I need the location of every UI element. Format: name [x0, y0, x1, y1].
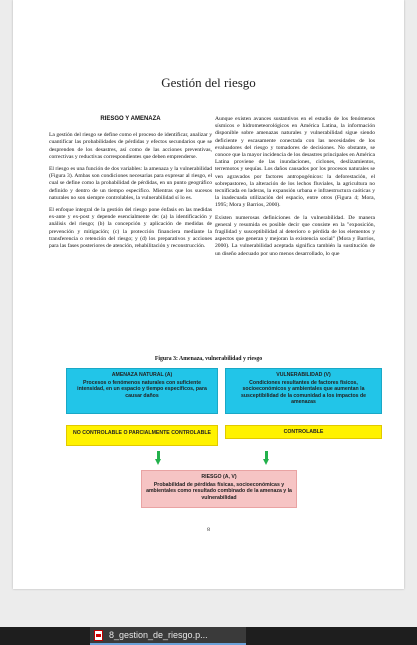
paragraph: Aunque existen avances sustantivos en el estudio de los fenómenos sísmicos e hidrometeorológicos en América Latina, la información disponible sobre amenazas naturales y vulnerabilidad sigue siendo deficiente y escasamente conectada con las necesidades de los evaluadores del riesgo y tomadores de decisiones. No obstante, se conoce que la mayor incidencia de los desastres principales en América Latina proviene de las inundaciones, ciclones, deslizamientos, terremotos y sequías. Los daños causados por los procesos naturales se ven agravados por factores antropogénicos: la deforestación, el sobrepastoreo, la alteración de los lechos fluviales, la agricultura no tecnificada en laderas, la expansión urbana e infraestructura caóticas y la inadecuada utilización del espacio, entre otros (Figura 4; Mora, 1995; Mora y Barrios, 2000). [215, 116, 375, 209]
page-number: 8 [207, 527, 210, 533]
taskbar-item-pdf[interactable] [90, 627, 246, 645]
paragraph: Existen numerosas definiciones de la vulnerabilidad. De manera general y resumida es posible decir que consiste en la "exposición, fragilidad y susceptibilidad al deterioro o pérdida de los elementos y aspectos que generan y mejoran la existencia social" (Mora y Barrios, 2000). La vulnerabilidad aceptada significa también la sustitución de un diseño adecuado por uno menos desarrollado, lo que [215, 214, 375, 257]
paragraph: El riesgo es una función de dos variables: la amenaza y la vulnerabilidad (Figura 3). Ambas son condiciones necesarias para expresar al riesgo, el cual se define como la probabilidad de pérdidas, en un punto geográfico definido y dentro de un tiempo específico. Mientras que los sucesos naturales no son siempre controlables, la vulnerabilidad sí lo es. [49, 166, 212, 201]
amenaza-description: Procesos o fenómenos naturales con suficiente intensidad, en un espacio y tiempo específicos, para causar daños [77, 379, 207, 399]
down-arrow-icon [155, 451, 162, 465]
riesgo-description: Probabilidad de pérdidas físicas, socioeconómicas y ambientales como resultado combinado de la amenaza y la vulnerabilidad [146, 481, 292, 501]
taskbar-item-label: 8_gestion_de_riesgo.p... [109, 630, 208, 640]
document-page [13, 0, 404, 589]
vulnerabilidad-title: VULNERABILIDAD (V) [276, 372, 331, 378]
taskbar [0, 627, 417, 645]
paragraph: El enfoque integral de la gestión del riesgo pone énfasis en las medidas ex-ante y ex-post y depende esencialmente de: (a) la identificación y análisis del riesgo; (b) la concepción y aplicación de medidas de prevención y mitigación; (c) la protección financiera mediante la transferencia o retención del riesgo; y (d) los preparativos y acciones para las fases posteriores de atención, rehabilitación y reconstrucción. [49, 207, 212, 250]
riesgo-title: RIESGO (A, V) [201, 474, 237, 480]
amenaza-title: AMENAZA NATURAL (A) [111, 372, 173, 378]
amenaza-box [66, 368, 218, 414]
riesgo-box [141, 470, 297, 508]
vulnerabilidad-description: Condiciones resultantes de factores físicos, socioeconómicos y ambientales que aumentan la susceptibilidad de la comunidad a los impactos de amenazas [240, 379, 367, 406]
vulnerabilidad-box [225, 368, 382, 414]
down-arrow-icon [263, 451, 270, 465]
figure-caption: Figura 3: Amenaza, vulnerabilidad y riesgo [154, 356, 263, 362]
section-heading: RIESGO Y AMENAZA [100, 116, 161, 122]
left-column [49, 116, 212, 255]
controlable-box: CONTROLABLE [225, 425, 382, 439]
paragraph: La gestión del riesgo se define como el proceso de identificar, analizar y cuantificar las probabilidades de pérdidas y efectos secundarios que se desprenden de los desastres, así como de las acciones preventivas, correctivas y reductivas correspondientes que deben emprenderse. [49, 132, 212, 160]
no-controlable-box: NO CONTROLABLE O PARCIALMENTE CONTROLABLE [66, 425, 218, 446]
pdf-icon [94, 630, 103, 641]
right-column [215, 116, 375, 263]
page-title: Gestión del riesgo [161, 75, 256, 90]
